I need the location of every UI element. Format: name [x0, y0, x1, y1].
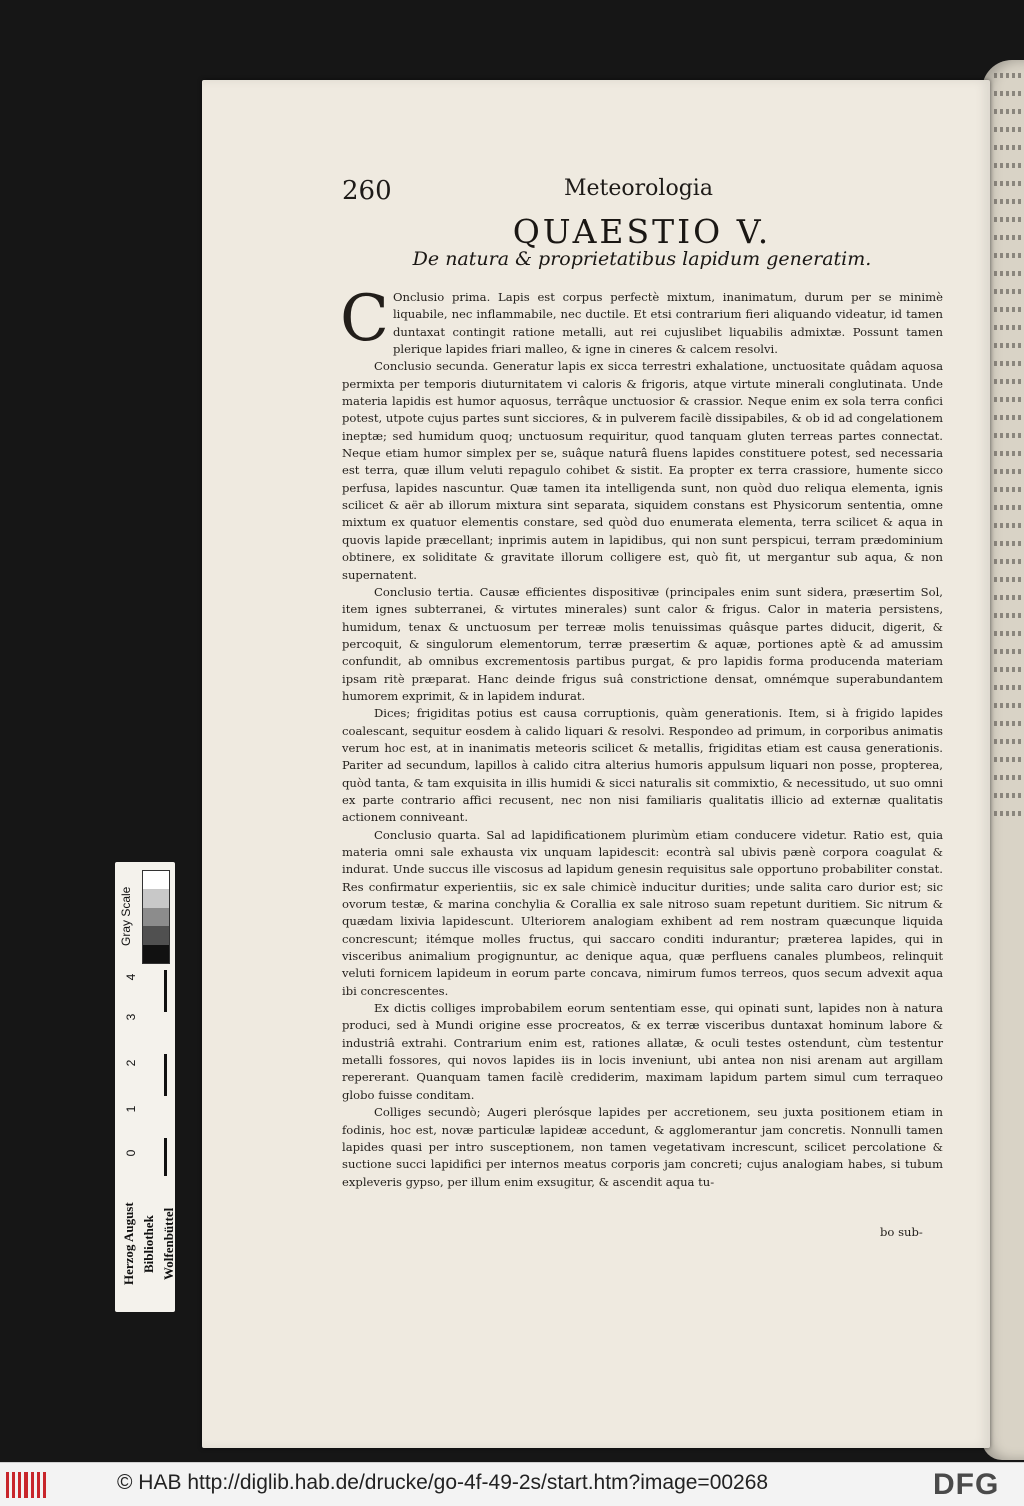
page-header: [342, 176, 942, 206]
paragraph: Dices; frigiditas potius est causa corruptionis, quàm generationis. Item, si à frigido lapides coalescant, sequitur eosdem à calido liquari & resolvi. Respondeo ad primum, in corporibus animatis verum hoc est, at in inanimatis meteoris scilicet & metallis, frigiditas etiam est causa generationis. Pariter ad secundum, lapillos à calido citra alterius humoris appulsum liquari non posse, propterea, quòd tanta, & tam exquisita in illis humidi & sicci naturalis sit commixtio, & necessitudo, ut suo omni ex parte contrario affici recusent, nec non nisi familiaris qualitatis illicio ad externæ qualitatis actionem conniveant.: [342, 706, 943, 825]
gray-scale-label: Gray Scale: [119, 886, 133, 946]
paragraph: Conclusio quarta. Sal ad lapidificationem plurimùm etiam conducere videtur. Ratio est, quia materia omni sale exhausta vix unquam lapidescit: econtrà sal ubivis pænè corpora coagulat & indurat. Unde succus ille viscosus ad lapidum genesin requisitus sale opportuno probabiliter constat. Res confirmatur experientiis, sic ex sale chimicè inducitur durities; unde salita caro durior est; sic ovorum testæ, & marina conchylia & Corallia ex sale nitroso suam repetunt duritiem. Sic nitrum & quædam lixivia lapidescunt. Ulteriorem analogiam exhibent ad rem nostram quæcunque liquida concrescunt; itémque molles fructus, qui saccaro conditi indurantur; præterea lapides, qui in visceribus animalium progignuntur, ac denique aqua, quæ perfluens canales plumbeos, relinquit veluti fornicem lapideum in eorum parte concava, nimirum fumos terreos, quos secum advexit aqua ibi concrescentes.: [342, 827, 943, 998]
drop-cap: C: [340, 282, 389, 356]
centimeter-scale: [119, 970, 171, 1176]
gray-swatch: [143, 926, 169, 944]
running-head: Meteorologia: [564, 176, 713, 201]
gray-swatch: [143, 871, 169, 889]
scale-segment: [164, 1138, 167, 1176]
body-text: [340, 282, 943, 1191]
paragraph: Conclusio tertia. Causæ efficientes dispositivæ (principales enim sunt sidera, præsertim Sol, item ignes subterranei, & virtutes minerales) sunt calor & frigus. Calor in materia persistens, humidum, tenax & unctuosum per terreæ molis tenuissimas quâsque partes diducit, digerit, & percoquit, & singulorum elementorum, terræ præsertim & aquæ, portiones aptè & ad amussim confundit, ab omnibus excrementosis partibus purgat, & pro lapidis forma producenda materiam ipsam ritè præparat. Hanc deinde frigus suâ constrictione densat, omnémque superabundantem humorem exprimit, & in lapidem indurat.: [342, 584, 943, 703]
scale-number: 4: [124, 973, 138, 981]
question-subtitle: De natura & proprietatibus lapidum generatim.: [412, 248, 872, 270]
scale-number: 3: [124, 1013, 138, 1021]
institution-label: Herzog August Bibliothek Wolfenbüttel: [121, 1202, 176, 1286]
scale-segment: [164, 970, 167, 1012]
footer-bar: [0, 1462, 1024, 1506]
gray-swatch: [143, 908, 169, 926]
scale-number: 1: [124, 1105, 138, 1113]
scale-number: 0: [124, 1149, 138, 1157]
paragraph: Ex dictis colliges improbabilem eorum sententiam esse, qui opinati sunt, lapides non à natura produci, sed à Mundi origine esse procreatos, & ex terræ visceribus duntaxat hominum labore & industriâ extrahi. Contrarium enim est, rationes allatæ, & oculi testes ostendunt, cùm testentur metalli fossores, qui novos lapides iis in locis inveniunt, ubi antea non nisi arenam aut argillam repererant. Quanquam tamen facilè crediderim, maximam lapidum partem simul cum terraqueo globo fuisse conditam.: [342, 1001, 943, 1102]
catchword: bo sub-: [880, 1225, 923, 1239]
paragraph: Conclusio secunda. Generatur lapis ex sicca terrestri exhalatione, unctuositate quâdam aquosa permixta per temporis diuturnitatem vi caloris & frigoris, atque virtute minerali conglutinata. Unde materia lapidis est humor aquosus, terrâque unctuosior & crassior. Neque enim ex sola terra confici potest, utpote cujus partes sunt sicciores, & in pulverem facilè dissipabiles, & ob id ad congelationem ineptæ; sed humidum quoq; unctuosum requiritur, quod tanquam gluten terreas partes connectat. Neque etiam humor simplex per se, suâque naturâ fluens lapides constituere potest, sed necessaria est terra, quæ illum veluti repagulo cohibet & sistit. Ea propter ex terra crassiore, humente sicco perfusa, lapides nascuntur. Quæ tamen ita intelligenda sunt, non quòd duo reliqua elementa, ignis scilicet & aër ab illorum mixtura sint separata, siquidem constans est Physicorum sententia, omne mixtum ex quatuor elementis constare, sed quòd duo enumerata elementa, terra scilicet & aqua in quovis lapide præcellant; inprimis autem in lapidibus, qui non sunt perspicui, terram prædominium obtinere, ex soliditate & gravitate illorum colligere est, quò fit, ut mergantur sub aqua, & non supernatent.: [342, 359, 943, 582]
page-number: 260: [342, 176, 392, 206]
gray-swatch: [143, 945, 169, 963]
paragraph: C Onclusio prima. Lapis est corpus perfectè mixtum, inanimatum, durum per se minimè liquabile, nec inflammabile, nec ductile. Et etsi contrarium fieri aliquando videatur, id tamen duntaxat contingit ratione metalli, aut rei cujuslibet liquabilis admixtæ. Possunt tamen plerique lapides friari malleo, & igne in cineres & calcem resolvi.: [340, 282, 943, 357]
gray-swatch: [143, 889, 169, 907]
scale-segment: [164, 1054, 167, 1096]
dfg-logo: DFG: [933, 1468, 1000, 1501]
question-title: QUAESTIO V.: [512, 212, 772, 251]
hab-logo-icon: [6, 1472, 46, 1498]
scale-number: 2: [124, 1059, 138, 1067]
paragraph: Colliges secundò; Augeri plerósque lapides per accretionem, seu juxta positionem etiam in fodinis, hoc est, novæ particulæ lapideæ accedunt, & agglomerantur jam concretis. Nonnulli tamen lapides quasi per intro susceptionem, non tamen vegetativam increscunt, scilicet percolatione & suctione succi lapidifici per internos meatus corporis jam concreti; cujus analogiam habes, si tubum expleveris gypso, per illum enim exsugitur, & ascendit aqua tu-: [342, 1105, 943, 1189]
gray-scale-swatches: [142, 870, 170, 964]
scale-card: [115, 862, 175, 1312]
footer-credit-link[interactable]: © HAB http://diglib.hab.de/drucke/go-4f-49-2s/start.htm?image=00268: [117, 1471, 769, 1494]
